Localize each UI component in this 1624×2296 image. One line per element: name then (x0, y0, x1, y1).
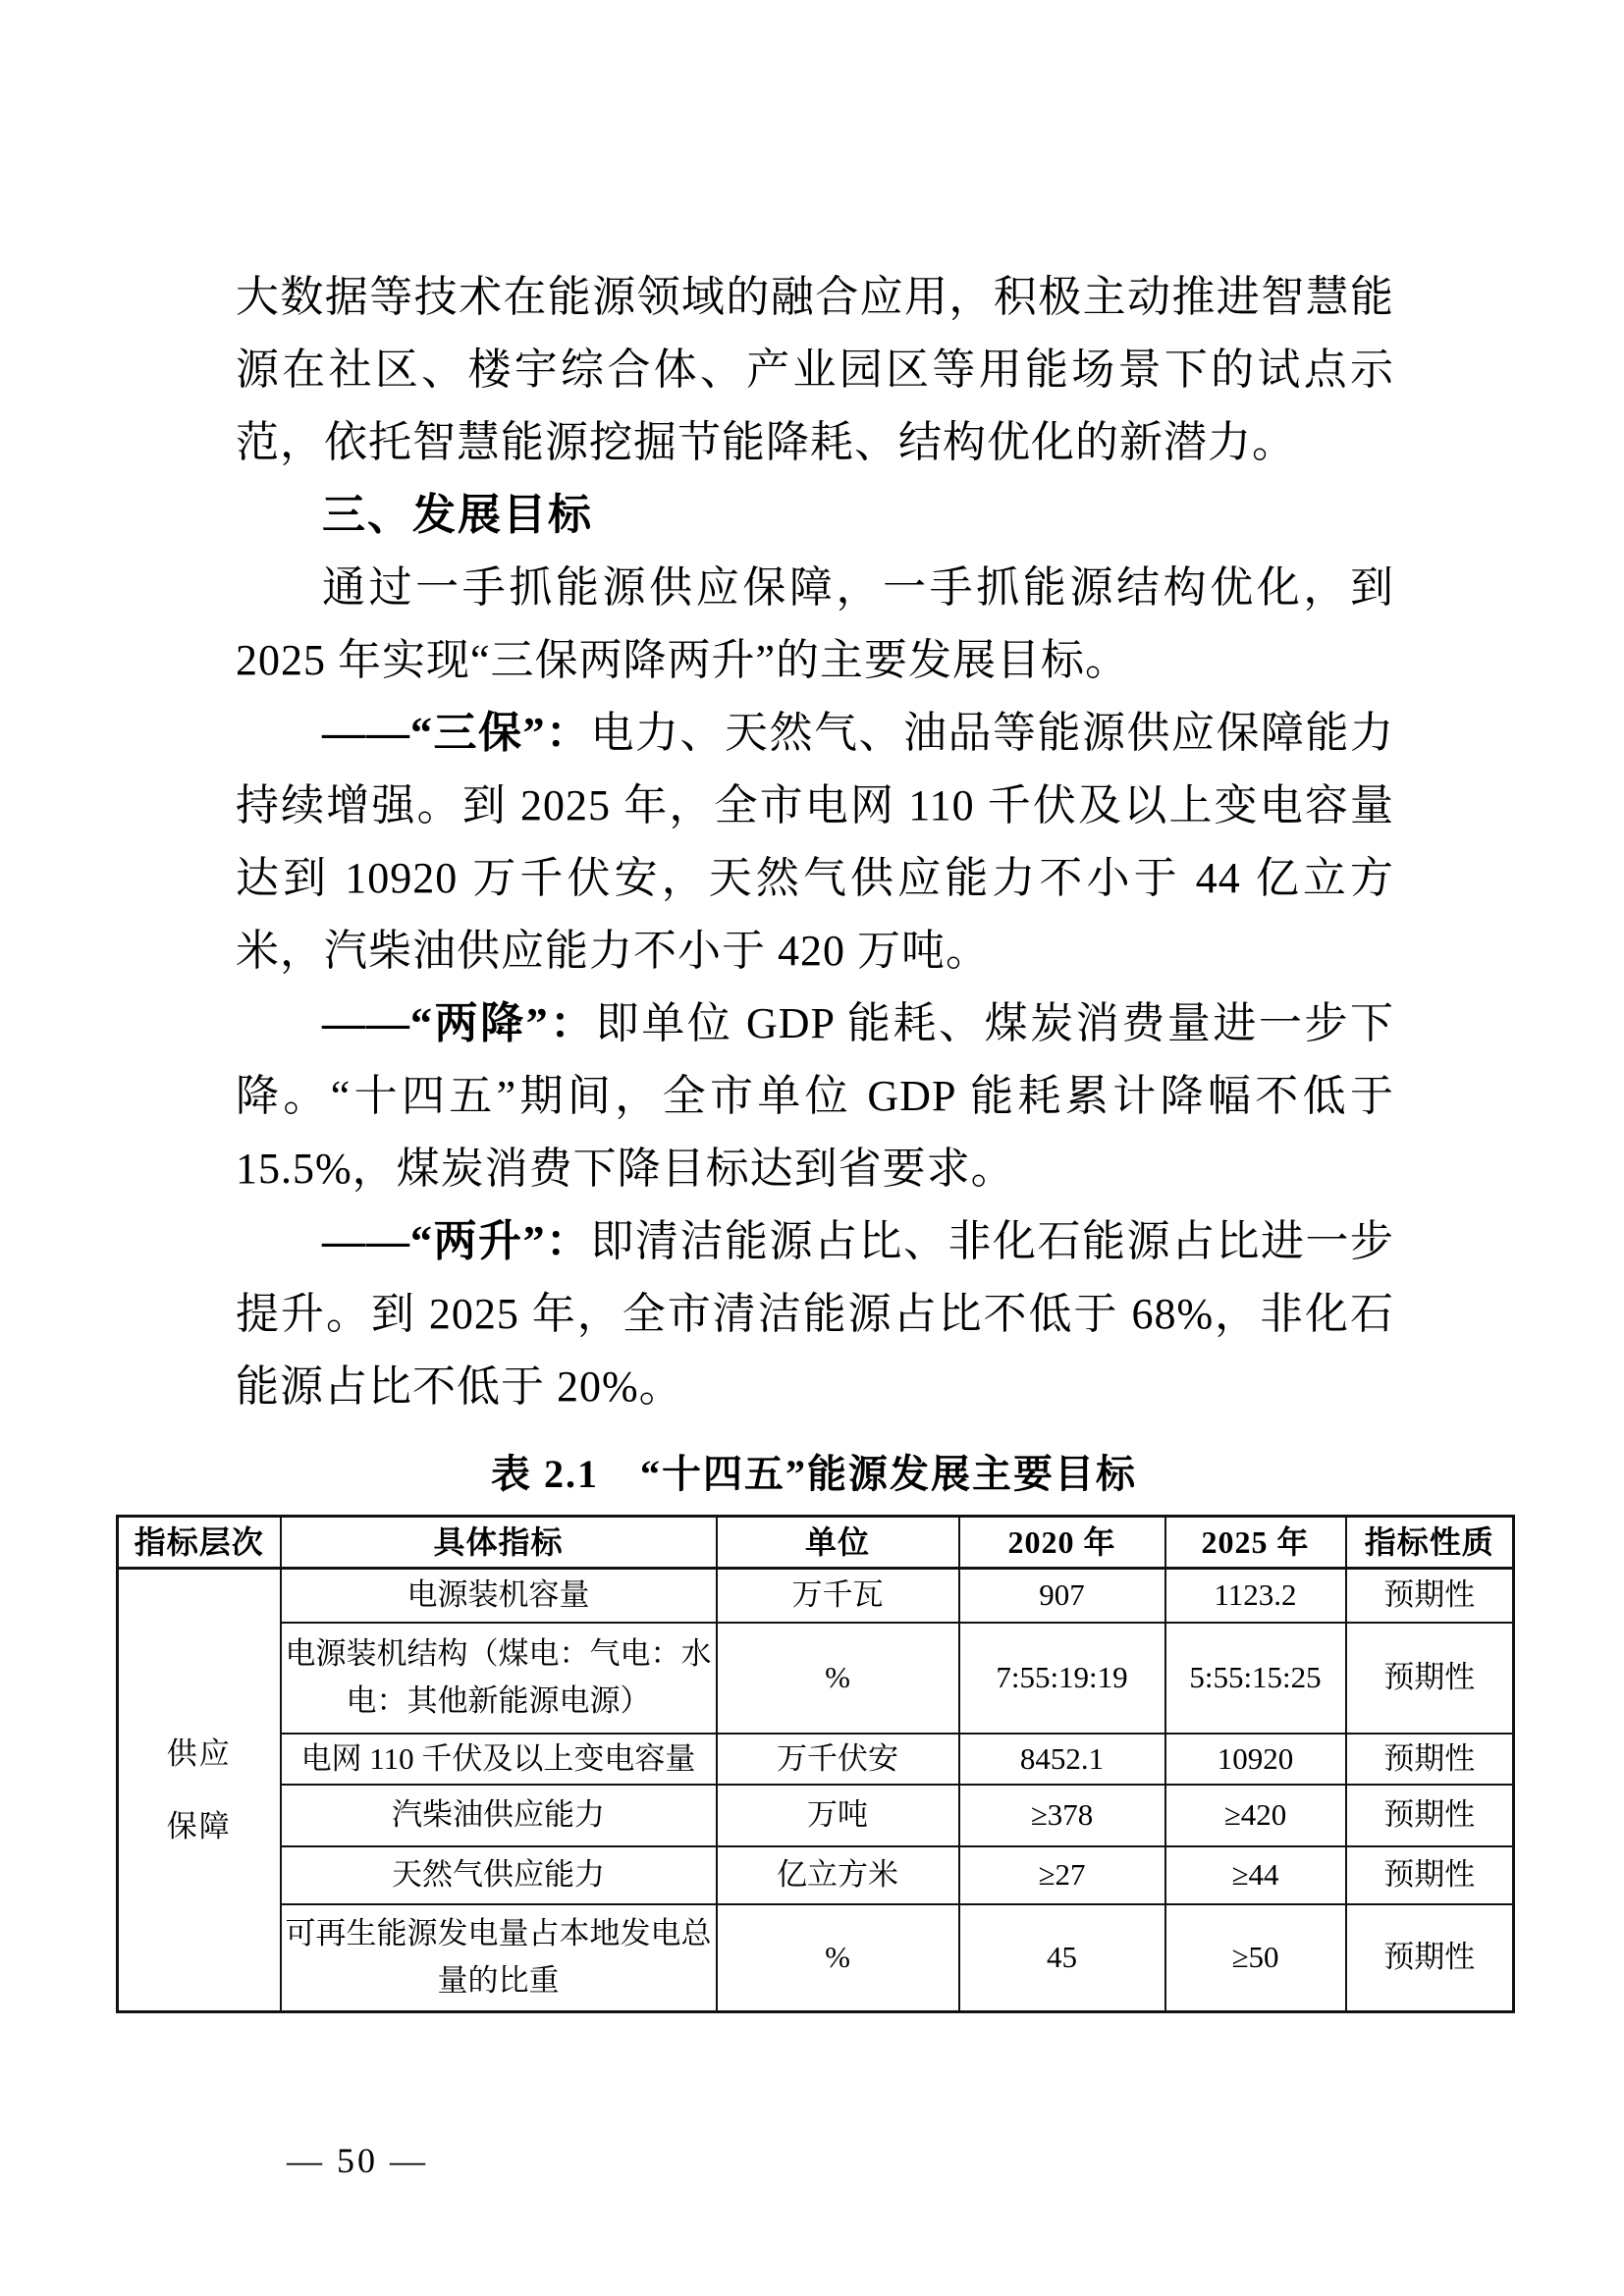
cell-2025: 10920 (1165, 1734, 1346, 1785)
cell-unit: 亿立方米 (717, 1846, 959, 1904)
paragraph-liangjiang (236, 988, 1394, 1205)
column-header-2025: 2025 年 (1165, 1517, 1346, 1569)
body-text (236, 261, 1394, 1423)
cell-unit: % (717, 1623, 959, 1734)
page-number: — 50 — (287, 2141, 428, 2180)
paragraph-liangsheng-lead: ——“两升”： (322, 1217, 591, 1265)
cell-2020: ≥27 (959, 1846, 1165, 1904)
column-header-2020: 2020 年 (959, 1517, 1165, 1569)
cell-2025: 1123.2 (1165, 1569, 1346, 1623)
cell-indicator: 电网 110 千伏及以上变电容量 (281, 1734, 717, 1785)
paragraph-liangjiang-lead: ——“两降”： (322, 999, 596, 1047)
table-header-row (118, 1517, 1514, 1569)
cell-indicator: 可再生能源发电量占本地发电总量的比重 (281, 1904, 717, 2012)
paragraph-sanbao-text: 电力、天然气、油品等能源供应保障能力持续增强。到 2025 年，全市电网 110 千伏及以上变电容量达到 10920 万千伏安，天然气供应能力不小于 44 亿立方米，汽柴油供应能力不小于 420 万吨。 (236, 709, 1394, 975)
cell-nature: 预期性 (1346, 1623, 1514, 1734)
table-row (118, 1904, 1514, 2012)
column-header-unit: 单位 (717, 1517, 959, 1569)
cell-indicator: 汽柴油供应能力 (281, 1785, 717, 1846)
energy-goals-table (116, 1515, 1515, 2013)
cell-2020: 8452.1 (959, 1734, 1165, 1785)
paragraph-continuation: 大数据等技术在能源领域的融合应用，积极主动推进智慧能源在社区、楼宇综合体、产业园区等用能场景下的试点示范，依托智慧能源挖掘节能降耗、结构优化的新潜力。 (236, 273, 1394, 466)
cell-unit: 万吨 (717, 1785, 959, 1846)
paragraph-overview: 通过一手抓能源供应保障，一手抓能源结构优化，到 2025 年实现“三保两降两升”的主要发展目标。 (236, 563, 1394, 684)
group-label-line1: 供应 (166, 1735, 232, 1771)
cell-nature: 预期性 (1346, 1734, 1514, 1785)
cell-2020: 907 (959, 1569, 1165, 1623)
column-header-level: 指标层次 (118, 1517, 281, 1569)
paragraph-liangsheng-text: 即清洁能源占比、非化石能源占比进一步提升。到 2025 年，全市清洁能源占比不低于 68%，非化石能源占比不低于 20%。 (236, 1217, 1394, 1411)
cell-nature: 预期性 (1346, 1569, 1514, 1623)
cell-unit: % (717, 1904, 959, 2012)
cell-2025: ≥50 (1165, 1904, 1346, 2012)
cell-2020: ≥378 (959, 1785, 1165, 1846)
table-row (118, 1569, 1514, 1623)
paragraph-liangsheng (236, 1205, 1394, 1423)
table-row (118, 1785, 1514, 1846)
table-row (118, 1734, 1514, 1785)
cell-nature: 预期性 (1346, 1785, 1514, 1846)
cell-unit: 万千伏安 (717, 1734, 959, 1785)
cell-nature: 预期性 (1346, 1904, 1514, 2012)
cell-unit: 万千瓦 (717, 1569, 959, 1623)
table-row (118, 1623, 1514, 1734)
table-row (118, 1846, 1514, 1904)
section-heading: 三、发展目标 (322, 491, 593, 539)
cell-indicator: 电源装机结构（煤电：气电：水电：其他新能源电源） (281, 1623, 717, 1734)
group-label-line2: 保障 (166, 1808, 232, 1843)
column-header-nature: 指标性质 (1346, 1517, 1514, 1569)
cell-indicator: 天然气供应能力 (281, 1846, 717, 1904)
cell-2025: ≥420 (1165, 1785, 1346, 1846)
column-header-indicator: 具体指标 (281, 1517, 717, 1569)
cell-2025: ≥44 (1165, 1846, 1346, 1904)
cell-nature: 预期性 (1346, 1846, 1514, 1904)
row-group-label (118, 1569, 281, 2012)
cell-2020: 45 (959, 1904, 1165, 2012)
paragraph-liangjiang-text: 即单位 GDP 能耗、煤炭消费量进一步下降。“十四五”期间，全市单位 GDP 能耗累计降幅不低于 15.5%，煤炭消费下降目标达到省要求。 (236, 999, 1394, 1193)
paragraph-sanbao-lead: ——“三保”： (322, 709, 591, 757)
cell-2025: 5:55:15:25 (1165, 1623, 1346, 1734)
cell-indicator: 电源装机容量 (281, 1569, 717, 1623)
paragraph-sanbao (236, 697, 1394, 988)
cell-2020: 7:55:19:19 (959, 1623, 1165, 1734)
table-caption: 表 2.1 “十四五”能源发展主要目标 (491, 1452, 1137, 1496)
